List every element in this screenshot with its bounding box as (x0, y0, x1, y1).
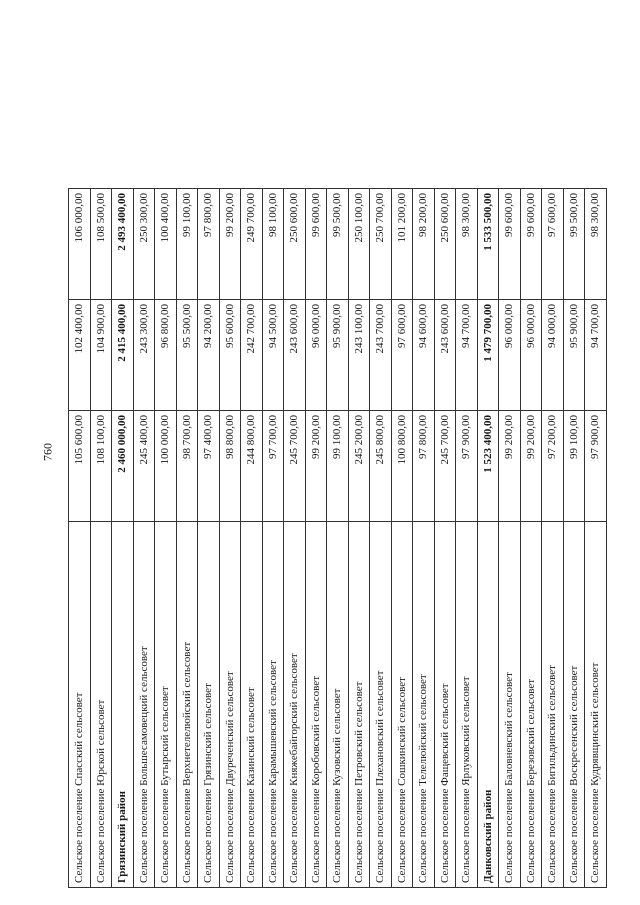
cell-value-3: 249 700,00 (241, 189, 263, 300)
cell-value-1: 100 800,00 (391, 411, 413, 522)
table-row (305, 189, 327, 888)
table-row (327, 189, 349, 888)
cell-name: Сельское поселение Большесамовецкий сельсовет (133, 522, 155, 888)
cell-value-3: 99 200,00 (219, 189, 241, 300)
cell-name: Сельское поселение Петровский сельсовет (348, 522, 370, 888)
cell-value-2: 243 700,00 (370, 300, 392, 411)
cell-value-2: 96 000,00 (305, 300, 327, 411)
cell-value-2: 243 600,00 (284, 300, 306, 411)
cell-value-3: 99 600,00 (499, 189, 521, 300)
cell-value-3: 106 000,00 (69, 189, 91, 300)
cell-value-1: 99 200,00 (305, 411, 327, 522)
cell-value-3: 100 400,00 (155, 189, 177, 300)
cell-value-2: 96 800,00 (155, 300, 177, 411)
table-row (90, 189, 112, 888)
cell-value-2: 95 900,00 (327, 300, 349, 411)
cell-value-1: 245 700,00 (284, 411, 306, 522)
cell-value-1: 97 400,00 (198, 411, 220, 522)
cell-value-2: 94 200,00 (198, 300, 220, 411)
cell-value-1: 245 700,00 (434, 411, 456, 522)
table-row (542, 189, 564, 888)
cell-value-2: 94 700,00 (585, 300, 607, 411)
table-row (413, 189, 435, 888)
cell-name: Сельское поселение Березовский сельсовет (520, 522, 542, 888)
cell-value-2: 2 415 400,00 (112, 300, 134, 411)
cell-name: Сельское поселение Спасский сельсовет (69, 522, 91, 888)
table-row (348, 189, 370, 888)
cell-name: Сельское поселение Верхнетелелюйский сельсовет (176, 522, 198, 888)
table-row (219, 189, 241, 888)
cell-name: Сельское поселение Княжебайгорский сельсовет (284, 522, 306, 888)
cell-value-2: 243 600,00 (434, 300, 456, 411)
cell-value-1: 105 600,00 (69, 411, 91, 522)
table-row (155, 189, 177, 888)
table-row (391, 189, 413, 888)
cell-value-2: 94 000,00 (542, 300, 564, 411)
cell-value-3: 97 800,00 (198, 189, 220, 300)
cell-value-1: 98 800,00 (219, 411, 241, 522)
budget-table-container (68, 188, 602, 888)
cell-value-3: 250 600,00 (284, 189, 306, 300)
cell-name: Сельское поселение Воскресенский сельсовет (563, 522, 585, 888)
cell-value-2: 95 900,00 (563, 300, 585, 411)
cell-value-1: 99 200,00 (520, 411, 542, 522)
cell-value-1: 97 900,00 (456, 411, 478, 522)
cell-value-3: 98 300,00 (456, 189, 478, 300)
cell-name: Сельское поселение Бутырский сельсовет (155, 522, 177, 888)
cell-value-2: 94 700,00 (456, 300, 478, 411)
cell-value-1: 245 400,00 (133, 411, 155, 522)
cell-name: Сельское поселение Двуреченский сельсовет (219, 522, 241, 888)
cell-value-1: 244 800,00 (241, 411, 263, 522)
cell-value-3: 101 200,00 (391, 189, 413, 300)
table-row (176, 189, 198, 888)
page-number: 760 (40, 443, 55, 461)
table-row-district (112, 189, 134, 888)
table-row (262, 189, 284, 888)
cell-value-1: 2 460 000,00 (112, 411, 134, 522)
cell-name: Сельское поселение Карамышевский сельсовет (262, 522, 284, 888)
cell-name: Сельское поселение Казинский сельсовет (241, 522, 263, 888)
cell-value-2: 96 000,00 (520, 300, 542, 411)
cell-value-1: 97 700,00 (262, 411, 284, 522)
cell-value-3: 2 493 400,00 (112, 189, 134, 300)
cell-value-3: 250 100,00 (348, 189, 370, 300)
cell-name: Грязинский район (112, 522, 134, 888)
cell-value-1: 97 900,00 (585, 411, 607, 522)
cell-name: Сельское поселение Сошкинский сельсовет (391, 522, 413, 888)
cell-name: Сельское поселение Баловневский сельсовет (499, 522, 521, 888)
cell-value-3: 99 500,00 (327, 189, 349, 300)
table-row (456, 189, 478, 888)
cell-name: Сельское поселение Коробовский сельсовет (305, 522, 327, 888)
cell-name: Сельское поселение Ярлуковский сельсовет (456, 522, 478, 888)
cell-value-3: 98 200,00 (413, 189, 435, 300)
cell-value-3: 97 600,00 (542, 189, 564, 300)
cell-value-2: 243 100,00 (348, 300, 370, 411)
table-row (241, 189, 263, 888)
cell-value-2: 94 500,00 (262, 300, 284, 411)
cell-value-1: 108 100,00 (90, 411, 112, 522)
cell-value-1: 99 100,00 (563, 411, 585, 522)
cell-value-1: 97 200,00 (542, 411, 564, 522)
table-row (585, 189, 607, 888)
cell-value-3: 99 600,00 (520, 189, 542, 300)
cell-value-1: 99 200,00 (499, 411, 521, 522)
cell-value-3: 1 533 500,00 (477, 189, 499, 300)
table-row (198, 189, 220, 888)
cell-name: Сельское поселение Юрской сельсовет (90, 522, 112, 888)
budget-table-rotated (68, 188, 602, 888)
cell-value-3: 250 600,00 (434, 189, 456, 300)
cell-value-1: 98 700,00 (176, 411, 198, 522)
table-row (69, 189, 91, 888)
cell-value-3: 99 600,00 (305, 189, 327, 300)
budget-table (68, 188, 607, 888)
cell-value-2: 96 000,00 (499, 300, 521, 411)
cell-name: Сельское поселение Бигильдинский сельсовет (542, 522, 564, 888)
cell-value-3: 98 100,00 (262, 189, 284, 300)
cell-value-2: 104 900,00 (90, 300, 112, 411)
table-row-district (477, 189, 499, 888)
cell-name: Сельское поселение Плехановский сельсовет (370, 522, 392, 888)
table-row (520, 189, 542, 888)
cell-value-1: 1 523 400,00 (477, 411, 499, 522)
table-row (563, 189, 585, 888)
cell-value-1: 97 800,00 (413, 411, 435, 522)
cell-value-2: 95 600,00 (219, 300, 241, 411)
table-row (370, 189, 392, 888)
table-row (434, 189, 456, 888)
cell-value-2: 1 479 700,00 (477, 300, 499, 411)
cell-value-2: 242 700,00 (241, 300, 263, 411)
table-row (499, 189, 521, 888)
cell-name: Сельское поселение Грязинский сельсовет (198, 522, 220, 888)
budget-table-body (69, 189, 607, 888)
cell-name: Данковский район (477, 522, 499, 888)
cell-name: Сельское поселение Телелюйский сельсовет (413, 522, 435, 888)
cell-value-2: 97 600,00 (391, 300, 413, 411)
table-row (133, 189, 155, 888)
cell-value-2: 94 600,00 (413, 300, 435, 411)
cell-value-3: 108 500,00 (90, 189, 112, 300)
cell-value-1: 99 100,00 (327, 411, 349, 522)
cell-value-1: 245 200,00 (348, 411, 370, 522)
cell-value-2: 102 400,00 (69, 300, 91, 411)
cell-value-3: 250 300,00 (133, 189, 155, 300)
cell-name: Сельское поселение Фащевский сельсовет (434, 522, 456, 888)
cell-name: Сельское поселение Кузовский сельсовет (327, 522, 349, 888)
cell-value-1: 245 800,00 (370, 411, 392, 522)
cell-value-3: 99 500,00 (563, 189, 585, 300)
table-row (284, 189, 306, 888)
cell-name: Сельское поселение Кудрявщинский сельсовет (585, 522, 607, 888)
cell-value-3: 99 100,00 (176, 189, 198, 300)
cell-value-1: 100 000,00 (155, 411, 177, 522)
cell-value-2: 95 500,00 (176, 300, 198, 411)
cell-value-3: 250 700,00 (370, 189, 392, 300)
cell-value-3: 98 300,00 (585, 189, 607, 300)
cell-value-2: 243 300,00 (133, 300, 155, 411)
